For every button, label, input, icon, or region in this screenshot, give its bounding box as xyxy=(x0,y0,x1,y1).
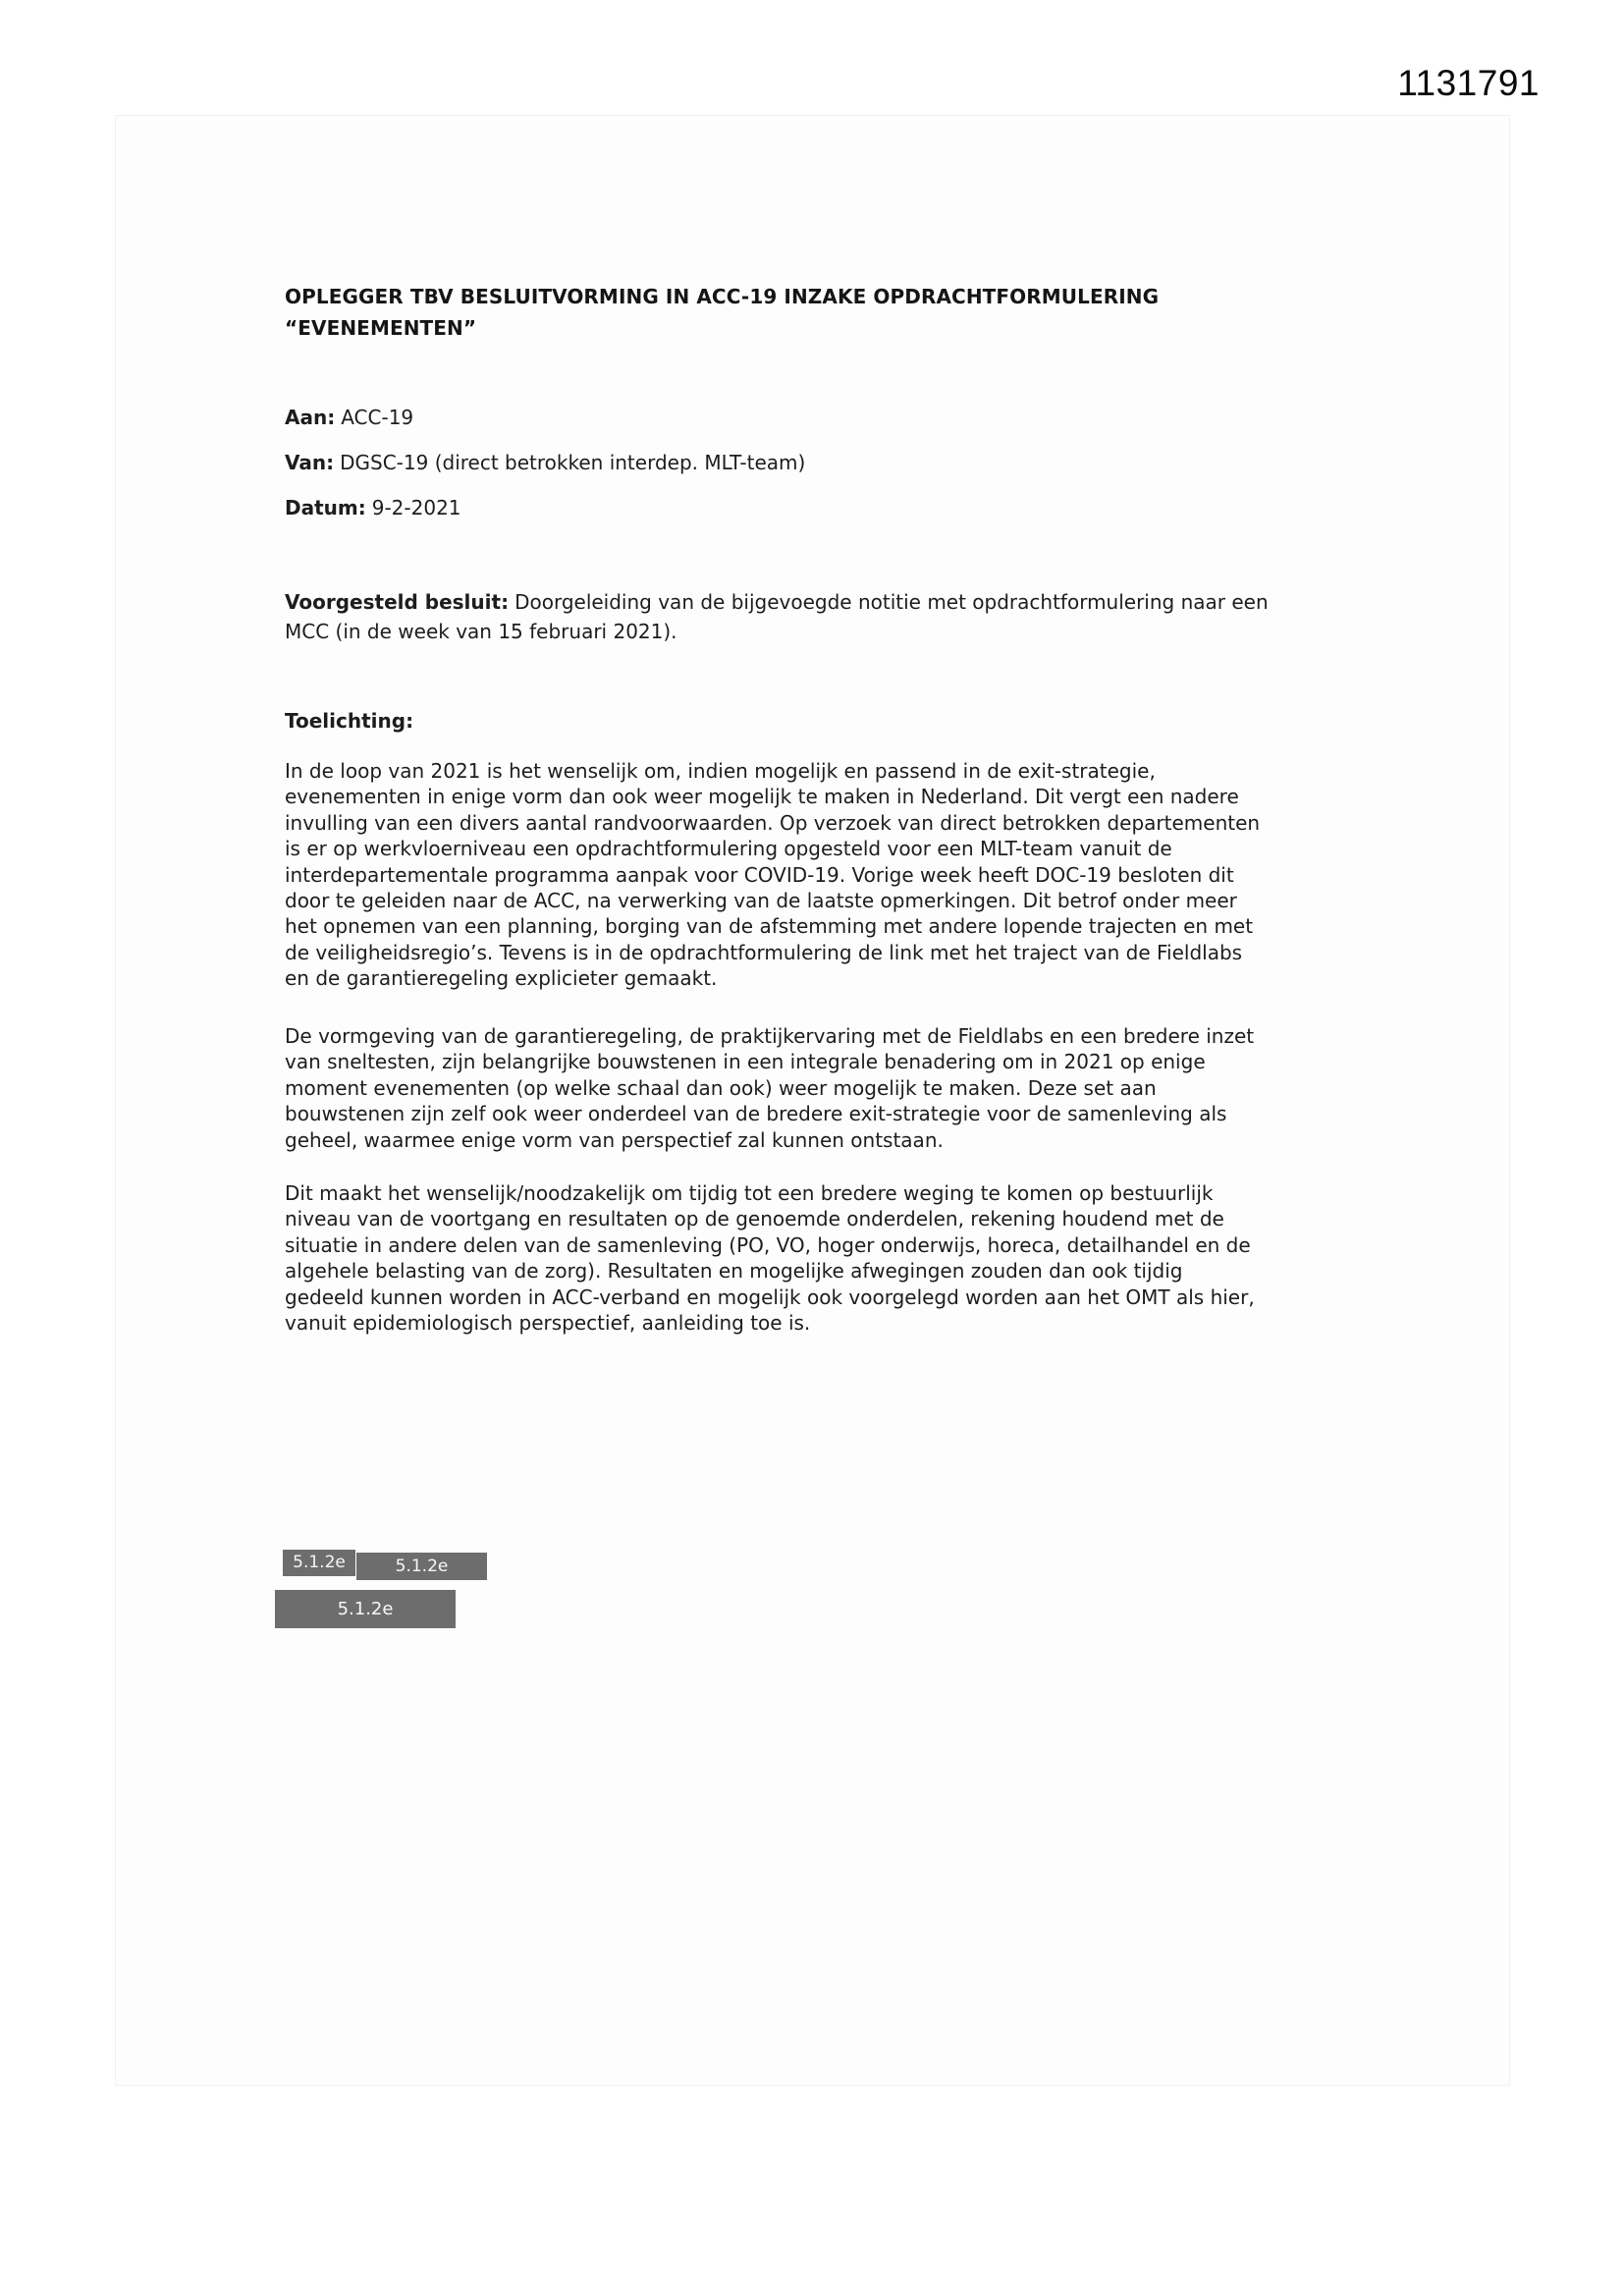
meta-row-aan xyxy=(285,406,413,429)
paragraph-line: evenementen in enige vorm dan ook weer mogelijk te maken in Nederland. Dit vergt een nadere xyxy=(285,785,1239,809)
meta-datum-value: 9-2-2021 xyxy=(371,496,461,519)
paragraph-1 xyxy=(285,758,1260,992)
meta-aan-value: ACC-19 xyxy=(341,406,414,429)
proposed-decision-text: Doorgeleiding van de bijgevoegde notitie met opdrachtformulering naar een xyxy=(514,590,1269,614)
paragraph-line: de veiligheidsregio’s. Tevens is in de opdrachtformulering de link met het traject van de Fieldlabs xyxy=(285,940,1243,964)
paragraph-line: situatie in andere delen van de samenleving (PO, VO, hoger onderwijs, horeca, detailhandel en de xyxy=(285,1232,1251,1257)
document-number: 1131791 xyxy=(1397,63,1540,103)
meta-datum-label: Datum: xyxy=(285,496,366,519)
meta-van-value: DGSC-19 (direct betrokken interdep. MLT-team) xyxy=(340,451,806,474)
paragraph-line: algehele belasting van de zorg). Resultaten en mogelijke afwegingen zouden dan ook tijdig xyxy=(285,1259,1183,1284)
paragraph-line: van sneltesten, zijn belangrijke bouwstenen in een integrale benadering om in 2021 op enige xyxy=(285,1050,1206,1074)
toelichting-heading: Toelichting: xyxy=(285,709,414,733)
redaction-box-3: 5.1.2e xyxy=(275,1590,456,1628)
paragraph-line: vanuit epidemiologisch perspectief, aanleiding toe is. xyxy=(285,1311,811,1336)
proposed-decision-label: Voorgesteld besluit: xyxy=(285,590,510,614)
document-title xyxy=(285,281,1159,344)
paragraph-line: niveau van de voortgang en resultaten op de genoemde onderdelen, rekening houdend met de xyxy=(285,1207,1224,1231)
paragraph-line: gedeeld kunnen worden in ACC-verband en mogelijk ook voorgelegd worden aan het OMT als hier, xyxy=(285,1285,1255,1309)
paragraph-line: interdepartementale programma aanpak voor COVID-19. Vorige week heeft DOC-19 besloten dit xyxy=(285,862,1234,887)
paragraph-line: het opnemen van een planning, borging van de afstemming met andere lopende trajecten en met xyxy=(285,914,1254,939)
paragraph-line: In de loop van 2021 is het wenselijk om, indien mogelijk en passend in de exit-strategie, xyxy=(285,759,1156,783)
paragraph-line: geheel, waarmee enige vorm van perspectief zal kunnen ontstaan. xyxy=(285,1127,944,1152)
paragraph-line: Dit maakt het wenselijk/noodzakelijk om tijdig tot een bredere weging te komen op bestuurlijk xyxy=(285,1181,1214,1205)
redaction-box-1: 5.1.2e xyxy=(283,1550,355,1576)
paragraph-line: bouwstenen zijn zelf ook weer onderdeel van de bredere exit-strategie voor de samenleving als xyxy=(285,1102,1227,1126)
paragraph-line: invulling van een divers aantal randvoorwaarden. Op verzoek van direct betrokken departementen xyxy=(285,810,1261,835)
paragraph-3 xyxy=(285,1180,1255,1336)
document-title-line-1: OPLEGGER TBV BESLUITVORMING IN ACC-19 INZAKE OPDRACHTFORMULERING xyxy=(285,285,1160,308)
paragraph-line: moment evenementen (op welke schaal dan ook) weer mogelijk te maken. Deze set aan xyxy=(285,1075,1157,1100)
paragraph-line: is er op werkvloerniveau een opdrachtformulering opgesteld voor een MLT-team vanuit de xyxy=(285,837,1172,861)
paragraph-line: en de garantieregeling explicieter gemaakt. xyxy=(285,966,718,991)
meta-row-van xyxy=(285,451,805,474)
document-title-line-2: “EVENEMENTEN” xyxy=(285,316,477,340)
proposed-decision-text-line-2: MCC (in de week van 15 februari 2021). xyxy=(285,620,677,643)
meta-van-label: Van: xyxy=(285,451,335,474)
meta-aan-label: Aan: xyxy=(285,406,336,429)
paragraph-line: door te geleiden naar de ACC, na verwerking van de laatste opmerkingen. Dit betrof onder meer xyxy=(285,889,1237,913)
paragraph-2 xyxy=(285,1023,1254,1153)
redaction-box-2: 5.1.2e xyxy=(356,1553,487,1580)
proposed-decision xyxy=(285,587,1269,646)
meta-row-datum xyxy=(285,496,461,519)
paragraph-line: De vormgeving van de garantieregeling, de praktijkervaring met de Fieldlabs en een bredere inzet xyxy=(285,1024,1255,1048)
